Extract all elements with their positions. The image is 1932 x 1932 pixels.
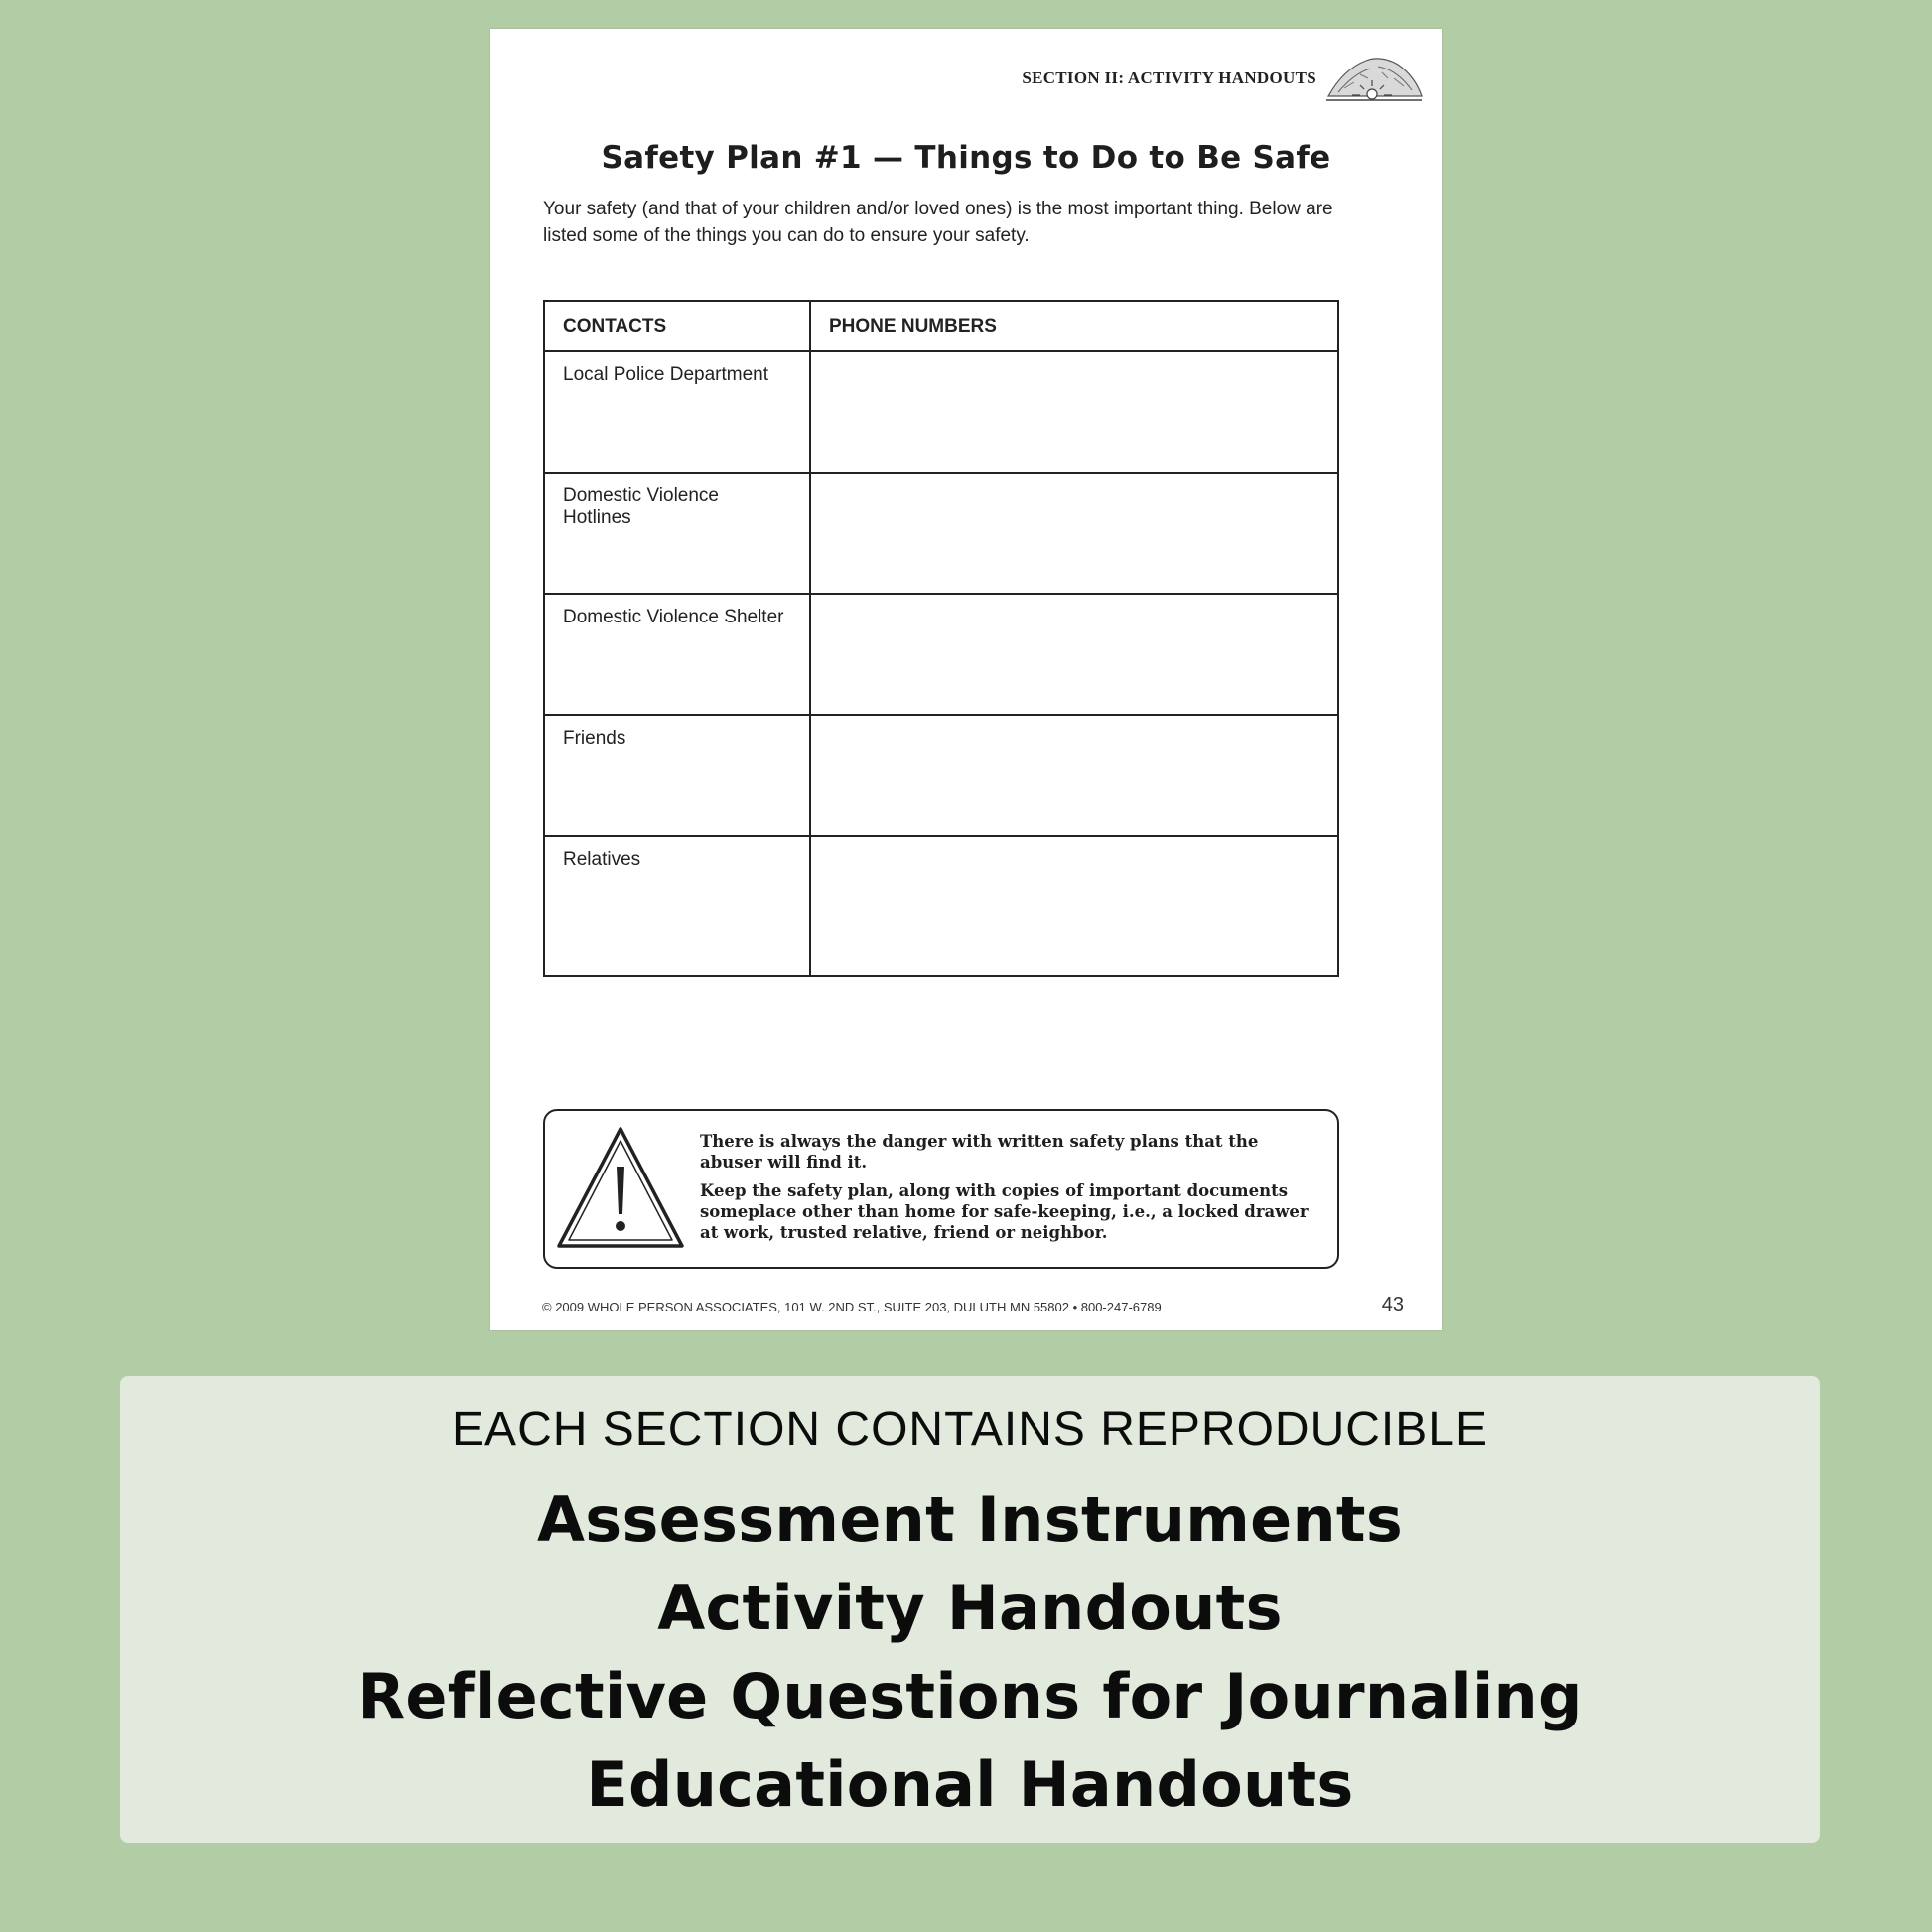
- intro-paragraph: Your safety (and that of your children and/or loved ones) is the most important thing. Below are listed some of the things you can do to ensure your safety.: [543, 199, 1333, 246]
- banner-heading: EACH SECTION CONTAINS REPRODUCIBLE: [452, 1403, 1488, 1455]
- table-row: [544, 473, 1338, 594]
- phone-number-cell: [810, 715, 1338, 836]
- table-row: [544, 594, 1338, 715]
- contacts-column-header: CONTACTS: [544, 301, 810, 351]
- contact-cell: Domestic Violence Shelter: [544, 594, 810, 715]
- banner-item-reflective-questions: Reflective Questions for Journaling: [357, 1660, 1583, 1732]
- warning-text: [700, 1131, 1315, 1251]
- warning-triangle-icon: [553, 1123, 688, 1254]
- page-number: 43: [1381, 1294, 1404, 1315]
- handout-page: [490, 29, 1442, 1330]
- feature-banner: [120, 1376, 1820, 1843]
- warning-line-1: There is always the danger with written safety plans that the abuser will find it.: [700, 1132, 1259, 1172]
- page-title: Safety Plan #1 — Things to Do to Be Safe: [601, 140, 1331, 176]
- phone-number-cell: [810, 351, 1338, 473]
- phone-number-cell: [810, 473, 1338, 594]
- banner-item-assessment-instruments: Assessment Instruments: [536, 1483, 1404, 1556]
- banner-item-activity-handouts: Activity Handouts: [657, 1572, 1283, 1644]
- phone-number-cell: [810, 836, 1338, 976]
- contact-cell: Domestic Violence Hotlines: [544, 473, 810, 594]
- contact-cell: Relatives: [544, 836, 810, 976]
- table-row: [544, 715, 1338, 836]
- phone-number-cell: [810, 594, 1338, 715]
- warning-line-2: Keep the safety plan, along with copies of important documents someplace other than home for safe-keeping, i.e., a locked drawer at work, trusted relative, friend or neighbor.: [700, 1181, 1309, 1242]
- banner-item-educational-handouts: Educational Handouts: [586, 1748, 1354, 1821]
- banner-feature-list: [120, 1475, 1820, 1829]
- table-row: [544, 351, 1338, 473]
- phone-numbers-column-header: PHONE NUMBERS: [810, 301, 1338, 351]
- contact-cell: Friends: [544, 715, 810, 836]
- table-row: [544, 836, 1338, 976]
- section-header: SECTION II: ACTIVITY HANDOUTS: [1022, 69, 1316, 87]
- contact-cell: Local Police Department: [544, 351, 810, 473]
- warning-box: [543, 1109, 1339, 1269]
- footer-copyright: © 2009 WHOLE PERSON ASSOCIATES, 101 W. 2ND ST., SUITE 203, DULUTH MN 55802 • 800-247-6789: [542, 1300, 1162, 1314]
- mountain-sunrise-logo-icon: [1324, 49, 1424, 104]
- contacts-table: [543, 300, 1339, 977]
